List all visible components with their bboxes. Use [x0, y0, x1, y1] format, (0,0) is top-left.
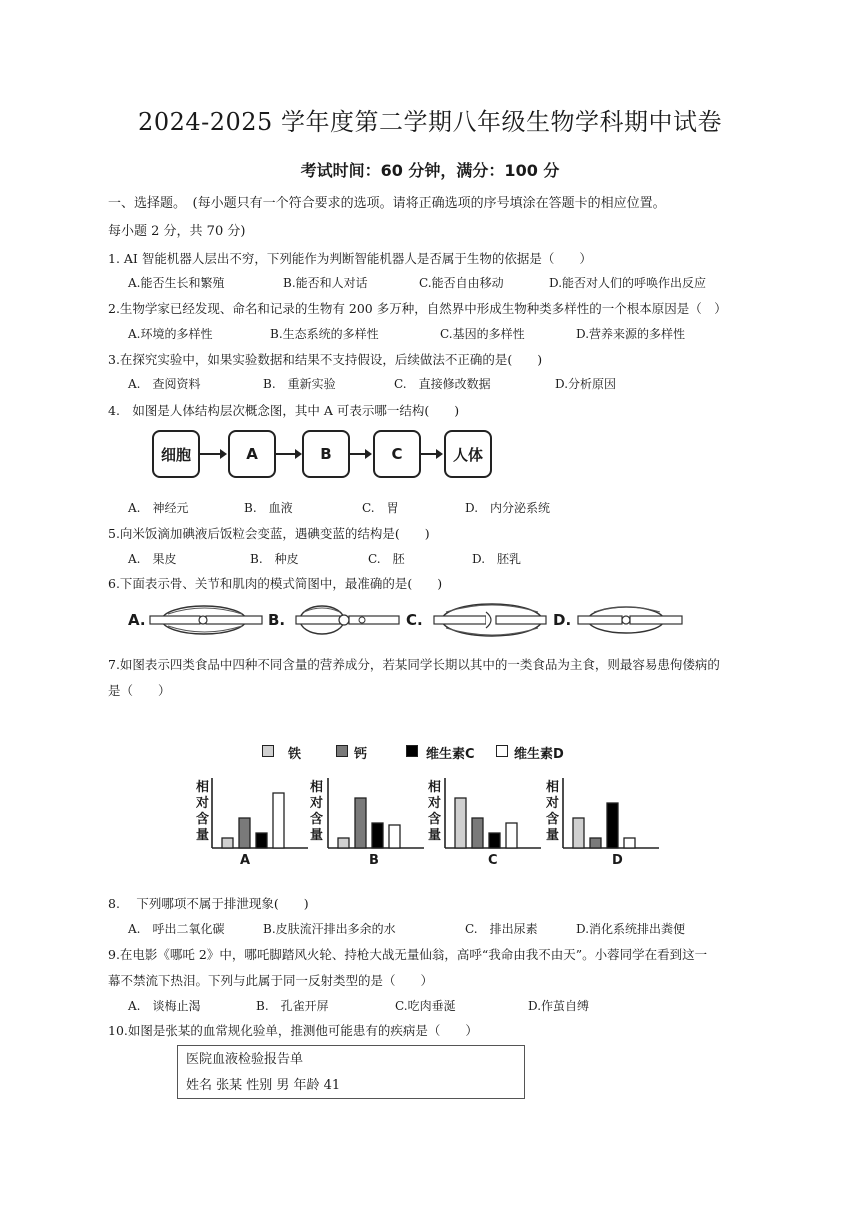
question-stem: 8. 下列哪项不属于排泄现象( ) [108, 896, 309, 911]
question-stem: 4. 如图是人体结构层次概念图，其中 A 可表示哪一结构( ) [108, 403, 460, 418]
option: C.吃肉垂涎 [395, 999, 456, 1013]
option: D.作茧自缚 [528, 999, 590, 1013]
flow-node-c: C [373, 430, 421, 478]
option: C. 直接修改数据 [394, 377, 491, 391]
bar-C-1 [472, 818, 483, 848]
question-stem: 9.在电影《哪吒 2》中，哪吒脚踏风火轮、持枪大战无量仙翁，高呼“我命由我不由天”。小蓉同学在看到这一 [108, 947, 708, 962]
bar-A-1 [239, 818, 250, 848]
bar-C-2 [489, 833, 500, 848]
bar-D-1 [590, 838, 601, 848]
option: A. 果皮 [128, 552, 177, 566]
option: B. 孔雀开屏 [256, 999, 329, 1013]
y-axis-label: 相对含量 [546, 780, 560, 843]
option: C. 胚 [368, 552, 405, 566]
bar-D-2 [607, 803, 618, 848]
option: B. 种皮 [250, 552, 299, 566]
bar-C-3 [506, 823, 517, 848]
option: C.能否自由移动 [419, 276, 504, 290]
option: B.生态系统的多样性 [270, 327, 379, 341]
option: C. 胃 [362, 501, 399, 515]
legend-label-vitamin-c: 维生素C [426, 747, 475, 762]
option: C. 排出尿素 [465, 922, 538, 936]
legend-label-iron: 铁 [288, 747, 302, 762]
question-stem-continued: 幕不禁流下热泪。下列与此属于同一反射类型的是（ ） [108, 973, 434, 988]
bar-B-1 [355, 798, 366, 848]
flow-node-b: B [302, 430, 350, 478]
question-stem: 6.下面表示骨、关节和肌肉的模式简图中，最准确的是( ) [108, 576, 443, 591]
bar-C-0 [455, 798, 466, 848]
flow-node-a: A [228, 430, 276, 478]
bar-D-3 [624, 838, 635, 848]
option: B. 血液 [244, 501, 293, 515]
report-title: 医院血液检验报告单 [186, 1052, 304, 1067]
option: D.分析原因 [555, 377, 617, 391]
option: A.环境的多样性 [128, 327, 213, 341]
question-stem: 5.向米饭滴加碘液后饭粒会变蓝，遇碘变蓝的结构是( ) [108, 526, 430, 541]
question-stem: 3.在探究实验中，如果实验数据和结果不支持假设，后续做法不正确的是( ) [108, 352, 543, 367]
bar-B-0 [338, 838, 349, 848]
exam-subtitle: 考试时间：60 分钟，满分：100 分 [300, 161, 560, 180]
bar-A-3 [273, 793, 284, 848]
flow-node-cell: 细胞 [152, 430, 200, 478]
bone-option-label: B. [268, 611, 286, 629]
bone-option-label: D. [553, 611, 572, 629]
category-label: B [369, 853, 379, 868]
option: A. 呼出二氧化碳 [128, 922, 225, 936]
question-stem: 10.如图是张某的血常规化验单，推测他可能患有的疾病是（ ） [108, 1023, 478, 1038]
category-label: A [240, 853, 251, 868]
option: C.基因的多样性 [440, 327, 525, 341]
bar-B-2 [372, 823, 383, 848]
category-label: C [488, 853, 498, 868]
option: A. 神经元 [128, 501, 189, 515]
question-stem: 7.如图表示四类食品中四种不同含量的营养成分，若某同学长期以其中的一类食品为主食，则最容易患佝偻病的 [108, 657, 720, 672]
legend-label-vitamin-d: 维生素D [514, 747, 564, 762]
question-stem: 1. AI 智能机器人层出不穷，下列能作为判断智能机器人是否属于生物的依据是（ ） [108, 251, 592, 266]
y-axis-label: 相对含量 [196, 780, 210, 843]
bar-A-0 [222, 838, 233, 848]
category-label: D [612, 853, 623, 868]
blood-test-report [177, 1045, 525, 1099]
option: D.消化系统排出粪便 [576, 922, 686, 936]
bar-B-3 [389, 825, 400, 848]
exam-title: 2024-2025 学年度第二学期八年级生物学科期中试卷 [138, 108, 722, 136]
question-stem: 2.生物学家已经发现、命名和记录的生物有 200 多万种，自然界中形成生物种类多样性的一个根本原因是（ ） [108, 301, 727, 316]
section-header-line2: 每小题 2 分，共 70 分) [108, 224, 246, 239]
option: D. 胚乳 [472, 552, 522, 566]
option: A. 查阅资料 [128, 377, 201, 391]
y-axis-label: 相对含量 [428, 780, 442, 843]
bar-D-0 [573, 818, 584, 848]
report-patient-info: 姓名 张某 性别 男 年龄 41 [186, 1078, 341, 1093]
flow-node-body: 人体 [444, 430, 492, 478]
option: D.营养来源的多样性 [576, 327, 686, 341]
y-axis-label: 相对含量 [310, 780, 324, 843]
bone-option-label: A. [128, 611, 146, 629]
bar-A-2 [256, 833, 267, 848]
bone-option-label: C. [406, 611, 423, 629]
section-header-line1: 一、选择题。 (每小题只有一个符合要求的选项。请将正确选项的序号填涂在答题卡的相应位置。 [108, 196, 666, 211]
option: B. 重新实验 [263, 377, 336, 391]
option: B.皮肤流汗排出多余的水 [263, 922, 396, 936]
option: A. 谈梅止渴 [128, 999, 201, 1013]
question-stem-continued: 是（ ） [108, 683, 171, 698]
option: D.能否对人们的呼唤作出反应 [549, 276, 707, 290]
option: D. 内分泌系统 [465, 501, 551, 515]
option: A.能否生长和繁殖 [128, 276, 225, 290]
legend-label-calcium: 钙 [354, 747, 368, 762]
option: B.能否和人对话 [283, 276, 368, 290]
